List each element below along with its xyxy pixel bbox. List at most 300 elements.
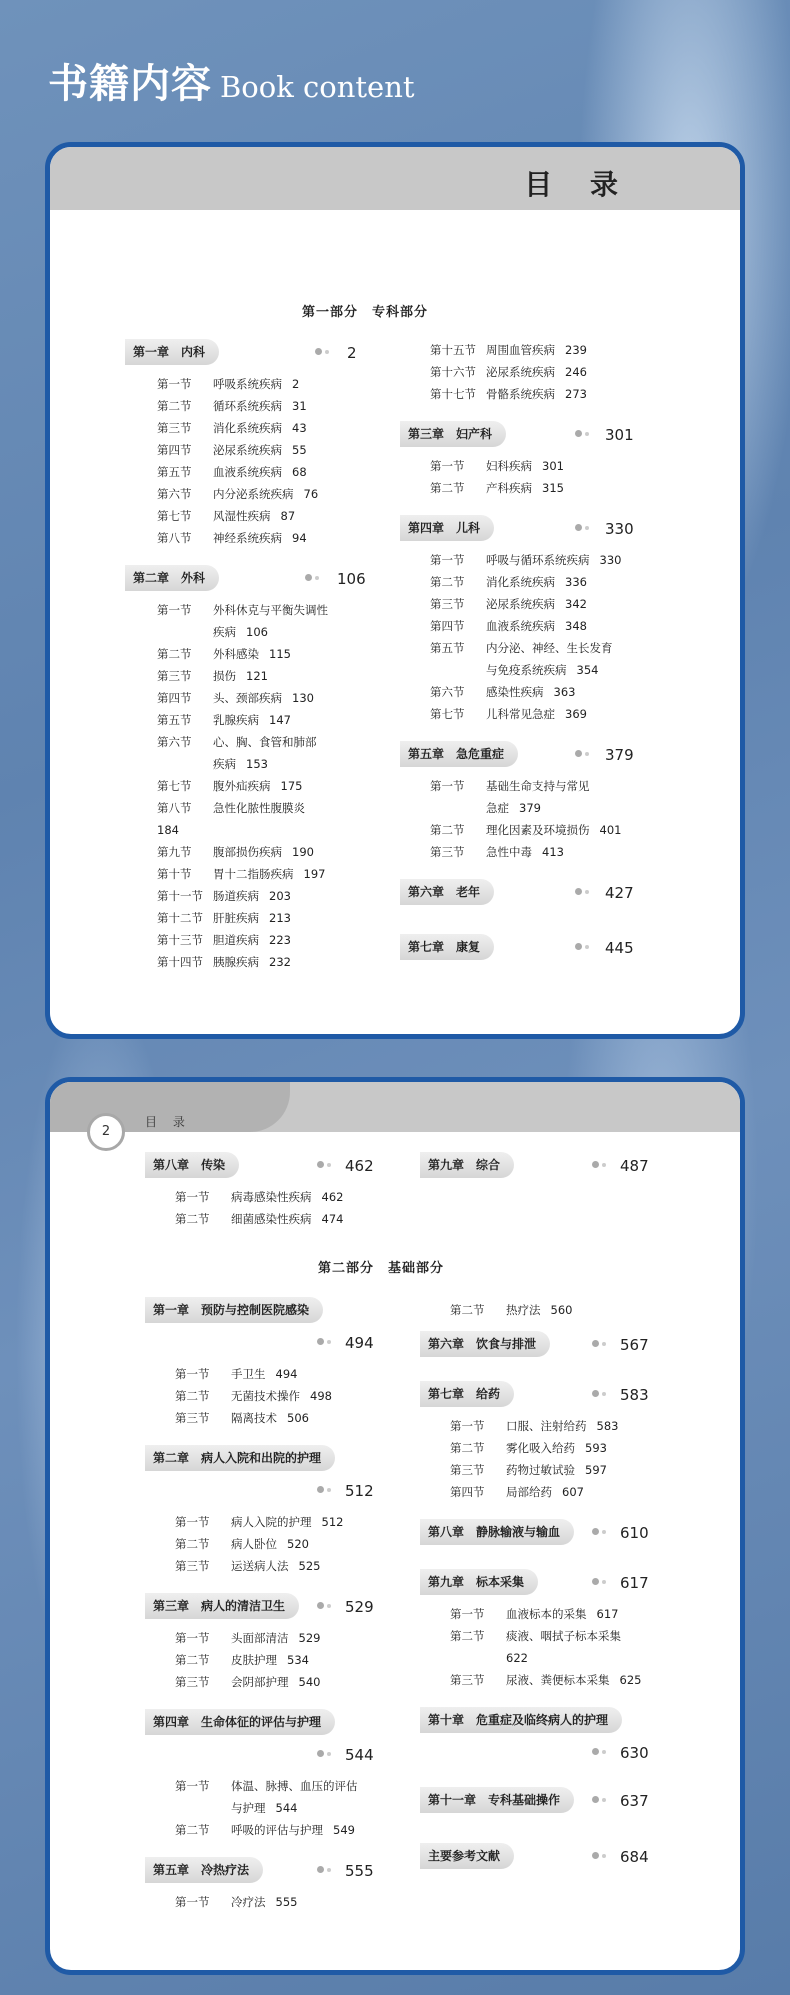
section-number: 第三节 [450, 1463, 485, 1477]
section-title: 感染性疾病 [486, 685, 544, 699]
section-page: 203 [269, 889, 291, 903]
chapter-label: 第三章 病人的清洁卫生 [145, 1593, 299, 1619]
section-row [175, 1775, 395, 1797]
toc-column-left [145, 1297, 395, 1913]
section-row [157, 709, 395, 731]
section-number: 第十四节 [157, 955, 203, 969]
section-title: 细菌感染性疾病 [231, 1212, 312, 1226]
section-number: 第二节 [175, 1389, 210, 1403]
section-title: 头、颈部疾病 [213, 691, 282, 705]
section-page: 529 [298, 1631, 321, 1645]
section-title: 妇科疾病 [486, 459, 532, 473]
section-row [157, 841, 395, 863]
section-number: 第四节 [157, 691, 192, 705]
chapter-heading [420, 1152, 680, 1178]
chapter-heading [400, 515, 710, 541]
section-row [450, 1669, 710, 1691]
section-number: 第十节 [157, 867, 192, 881]
section-title-cont: 疾病 [213, 757, 236, 771]
section-list [145, 1511, 395, 1577]
section-page: 555 [275, 1895, 298, 1909]
section-title: 呼吸系统疾病 [213, 377, 282, 391]
section-number: 第二节 [430, 575, 465, 589]
section-number: 第一节 [175, 1515, 210, 1529]
section-title: 肝脏疾病 [213, 911, 259, 925]
section-number: 第八节 [157, 531, 192, 545]
section-title: 口服、注射给药 [506, 1419, 587, 1433]
chapter-label: 第四章 生命体征的评估与护理 [145, 1709, 335, 1735]
section-number: 第十七节 [430, 387, 476, 401]
section-page: 498 [310, 1389, 332, 1403]
chapter-page: 494 [345, 1334, 374, 1352]
section-page: 540 [298, 1675, 321, 1689]
section-page: 549 [333, 1823, 355, 1837]
section-row-continued [430, 659, 710, 681]
section-page: 597 [585, 1463, 607, 1477]
section-page: 494 [275, 1367, 298, 1381]
section-number: 第一节 [175, 1779, 210, 1793]
section-number: 第二节 [157, 399, 192, 413]
chapter-page: 379 [605, 746, 634, 764]
section-row [450, 1481, 710, 1503]
section-row [450, 1603, 710, 1625]
section-page: 363 [553, 685, 576, 699]
section-row [157, 731, 395, 753]
section-number: 第三节 [157, 421, 192, 435]
section-title: 呼吸与循环系统疾病 [486, 553, 590, 567]
section-row [430, 703, 710, 725]
section-title: 循环系统疾病 [213, 399, 282, 413]
section-title: 血液标本的采集 [506, 1607, 587, 1621]
section-row [430, 383, 710, 405]
toc-panel-2 [45, 1077, 745, 1975]
section-row [430, 549, 710, 571]
references-label: 主要参考文献 [420, 1843, 514, 1869]
section-page: 534 [287, 1653, 309, 1667]
chapter-heading [420, 1569, 710, 1595]
chapter-label: 第六章 老年 [400, 879, 494, 905]
section-page: 94 [292, 531, 307, 545]
toc-column-left [125, 339, 395, 973]
section-title: 痰液、咽拭子标本采集 [506, 1629, 621, 1643]
section-title: 血液系统疾病 [486, 619, 555, 633]
section-row [157, 929, 395, 951]
section-title: 风湿性疾病 [213, 509, 271, 523]
section-row [430, 361, 710, 383]
section-number: 第一节 [450, 1419, 485, 1433]
section-number: 第二节 [430, 481, 465, 495]
section-row [175, 1208, 385, 1230]
section-row [175, 1671, 395, 1693]
chapter-page: 617 [620, 1574, 649, 1592]
section-row-continued [430, 797, 710, 819]
section-page: 593 [585, 1441, 607, 1455]
section-number: 第一节 [430, 459, 465, 473]
section-row [430, 819, 710, 841]
section-row [450, 1437, 710, 1459]
section-title: 尿液、粪便标本采集 [506, 1673, 610, 1687]
chapter-heading [420, 1787, 710, 1813]
section-number: 第三节 [175, 1675, 210, 1689]
section-number: 第二节 [175, 1653, 210, 1667]
section-page: 544 [275, 1801, 298, 1815]
section-list [400, 775, 710, 863]
section-list [145, 1775, 395, 1841]
section-number: 第十一节 [157, 889, 203, 903]
part-title: 第一部分 专科部分 [302, 305, 429, 320]
toc-title: 目 录 [524, 168, 632, 201]
section-number: 第四节 [157, 443, 192, 457]
section-number: 第一节 [175, 1631, 210, 1645]
section-page: 607 [562, 1485, 584, 1499]
chapter-heading [400, 879, 710, 905]
chapter-label: 第四章 儿科 [400, 515, 494, 541]
section-row [430, 775, 710, 797]
section-row [175, 1407, 395, 1429]
section-title: 局部给药 [506, 1485, 552, 1499]
section-list [400, 339, 710, 405]
section-number: 第七节 [430, 707, 465, 721]
section-row-continued [175, 1797, 395, 1819]
section-title: 急性中毒 [486, 845, 532, 859]
section-page: 76 [303, 487, 319, 501]
section-title: 胃十二指肠疾病 [213, 867, 294, 881]
section-number: 第六节 [430, 685, 465, 699]
section-page: 43 [292, 421, 307, 435]
section-title: 泌尿系统疾病 [486, 597, 555, 611]
section-number: 第三节 [430, 597, 465, 611]
section-list [145, 1891, 395, 1913]
section-list [400, 455, 710, 499]
section-row [430, 477, 710, 499]
toc-header-bar [50, 147, 740, 210]
dots-icon [317, 1750, 333, 1758]
section-page: 130 [292, 691, 314, 705]
section-number: 第三节 [157, 669, 192, 683]
section-row [175, 1627, 395, 1649]
section-title-cont: 与免疫系统疾病 [486, 663, 567, 677]
section-number: 第十五节 [430, 343, 476, 357]
chapter-page: 684 [620, 1848, 649, 1866]
part-title: 第二部分 基础部分 [318, 1261, 445, 1276]
section-title: 消化系统疾病 [486, 575, 555, 589]
section-page: 121 [246, 669, 268, 683]
dots-icon [317, 1866, 333, 1874]
section-row [157, 687, 395, 709]
section-title: 急性化脓性腹膜炎 [213, 801, 305, 815]
section-row [450, 1625, 710, 1647]
section-page: 342 [565, 597, 587, 611]
dots-icon [317, 1602, 333, 1610]
dots-icon [592, 1340, 608, 1348]
section-title: 乳腺疾病 [213, 713, 259, 727]
section-row-continued [157, 753, 395, 775]
section-title: 病人入院的护理 [231, 1515, 312, 1529]
dots-icon [315, 348, 331, 356]
section-row [175, 1819, 395, 1841]
chapter-page: 462 [345, 1157, 374, 1175]
section-page: 246 [565, 365, 587, 379]
section-page: 147 [269, 713, 291, 727]
section-row [175, 1511, 395, 1533]
section-page: 583 [596, 1419, 619, 1433]
dots-icon [575, 750, 591, 758]
section-title: 周围血管疾病 [486, 343, 555, 357]
section-number: 第一节 [175, 1367, 210, 1381]
section-row [430, 615, 710, 637]
section-number: 第十三节 [157, 933, 203, 947]
section-page: 106 [246, 625, 268, 639]
section-row [157, 527, 395, 549]
section-title: 儿科常见急症 [486, 707, 555, 721]
section-number: 第二节 [430, 823, 465, 837]
section-title: 病毒感染性疾病 [231, 1190, 312, 1204]
section-page: 197 [303, 867, 326, 881]
dots-icon [575, 943, 591, 951]
section-page: 273 [565, 387, 587, 401]
section-title: 雾化吸入给药 [506, 1441, 575, 1455]
dots-icon [592, 1578, 608, 1586]
section-number: 第六节 [157, 735, 192, 749]
section-number: 第一节 [450, 1607, 485, 1621]
section-row [157, 439, 395, 461]
chapter-label: 第八章 静脉输液与输血 [420, 1519, 574, 1545]
section-list [125, 599, 395, 973]
section-number: 第五节 [157, 713, 192, 727]
section-row [430, 841, 710, 863]
section-row [430, 455, 710, 477]
section-title: 损伤 [213, 669, 236, 683]
section-title: 内分泌系统疾病 [213, 487, 294, 501]
section-page: 115 [269, 647, 291, 661]
section-page: 369 [565, 707, 587, 721]
chapter-heading [400, 934, 710, 960]
section-title-cont: 急症 [486, 801, 509, 815]
chapter-page: 427 [605, 884, 634, 902]
dots-icon [592, 1161, 608, 1169]
section-row [175, 1891, 395, 1913]
section-row [175, 1533, 395, 1555]
chapter-page: 544 [345, 1746, 374, 1764]
section-list [420, 1415, 710, 1503]
section-number: 第二节 [157, 647, 192, 661]
section-page: 55 [292, 443, 307, 457]
section-title: 心、胸、食管和肺部 [213, 735, 317, 749]
chapter-heading [145, 1709, 395, 1767]
section-number: 第七节 [157, 779, 192, 793]
section-row [157, 951, 395, 973]
dots-icon [305, 574, 321, 582]
section-page: 232 [269, 955, 291, 969]
section-page: 525 [298, 1559, 321, 1573]
chapter-page: 529 [345, 1598, 374, 1616]
section-row-continued [450, 1647, 710, 1669]
chapter-page: 512 [345, 1482, 374, 1500]
section-page: 474 [321, 1212, 344, 1226]
section-page: 560 [550, 1303, 573, 1317]
chapter-label: 第三章 妇产科 [400, 421, 506, 447]
section-row [157, 505, 395, 527]
section-title: 冷疗法 [231, 1895, 266, 1909]
chapter-heading [145, 1857, 395, 1883]
section-row [450, 1299, 710, 1321]
chapter-page: 610 [620, 1524, 649, 1542]
section-title: 头面部清洁 [231, 1631, 289, 1645]
section-row-continued [157, 621, 395, 643]
section-row [157, 885, 395, 907]
section-number: 第二节 [450, 1303, 485, 1317]
dots-icon [317, 1486, 333, 1494]
section-number: 第一节 [157, 603, 192, 617]
section-number: 第一节 [175, 1895, 210, 1909]
section-row [175, 1555, 395, 1577]
section-title: 病人卧位 [231, 1537, 277, 1551]
section-page: 175 [280, 779, 303, 793]
section-number: 第十二节 [157, 911, 203, 925]
section-row [430, 339, 710, 361]
section-title: 呼吸的评估与护理 [231, 1823, 323, 1837]
chapter-page: 555 [345, 1862, 374, 1880]
toc-label: 目 录 [145, 1115, 191, 1129]
section-title: 基础生命支持与常见 [486, 779, 590, 793]
section-list [400, 549, 710, 725]
section-page: 617 [596, 1607, 619, 1621]
section-title: 泌尿系统疾病 [486, 365, 555, 379]
section-page: 379 [519, 801, 541, 815]
section-number: 第七节 [157, 509, 192, 523]
section-page: 348 [565, 619, 587, 633]
section-row [157, 907, 395, 929]
section-title-cont: 疾病 [213, 625, 236, 639]
section-page: 190 [292, 845, 314, 859]
section-row [157, 863, 395, 885]
chapter-page: 2 [347, 344, 357, 362]
chapter-heading [145, 1297, 395, 1355]
section-list [420, 1299, 710, 1321]
chapter-page: 106 [337, 570, 366, 588]
chapter-page: 583 [620, 1386, 649, 1404]
chapter-heading [145, 1445, 395, 1503]
section-number: 第二节 [175, 1212, 210, 1226]
section-row [157, 461, 395, 483]
section-row [430, 593, 710, 615]
section-number: 第十六节 [430, 365, 476, 379]
chapter-heading [125, 339, 395, 365]
dots-icon [592, 1852, 608, 1860]
section-page: 239 [565, 343, 587, 357]
section-title: 运送病人法 [231, 1559, 289, 1573]
section-title: 内分泌、神经、生长发育 [486, 641, 613, 655]
chapter-label: 第七章 康复 [400, 934, 494, 960]
section-page: 68 [292, 465, 307, 479]
section-number: 第九节 [157, 845, 192, 859]
section-row [175, 1363, 395, 1385]
section-title: 腹外疝疾病 [213, 779, 271, 793]
chapter-page: 301 [605, 426, 634, 444]
chapter-page: 487 [620, 1157, 649, 1175]
section-title: 产科疾病 [486, 481, 532, 495]
section-page: 336 [565, 575, 587, 589]
dots-icon [592, 1390, 608, 1398]
dots-icon [592, 1528, 608, 1536]
section-number: 第八节 [157, 801, 192, 815]
section-page: 622 [506, 1651, 528, 1665]
section-list [125, 373, 395, 549]
chapter-page: 330 [605, 520, 634, 538]
section-title: 体温、脉搏、血压的评估 [231, 1779, 358, 1793]
section-number: 第三节 [175, 1411, 210, 1425]
page-number-badge: 2 [87, 1113, 125, 1151]
section-list [145, 1627, 395, 1693]
chapter-label: 第五章 急危重症 [400, 741, 518, 767]
section-title: 泌尿系统疾病 [213, 443, 282, 457]
section-title: 皮肤护理 [231, 1653, 277, 1667]
section-number: 第三节 [430, 845, 465, 859]
chapter-label: 第五章 冷热疗法 [145, 1857, 263, 1883]
section-number: 第二节 [175, 1823, 210, 1837]
chapter-page: 630 [620, 1744, 649, 1762]
section-page: 31 [292, 399, 307, 413]
section-number: 第五节 [430, 641, 465, 655]
section-title: 无菌技术操作 [231, 1389, 300, 1403]
section-page: 625 [619, 1673, 642, 1687]
dots-icon [592, 1796, 608, 1804]
section-number: 第一节 [430, 553, 465, 567]
section-row [157, 599, 395, 621]
section-page: 153 [246, 757, 268, 771]
section-row [450, 1415, 710, 1437]
section-number: 第二节 [450, 1629, 485, 1643]
chapter-label: 第二章 病人入院和出院的护理 [145, 1445, 335, 1471]
section-title: 神经系统疾病 [213, 531, 282, 545]
section-number: 第一节 [175, 1190, 210, 1204]
chapter-heading [420, 1331, 710, 1357]
chapter-page: 567 [620, 1336, 649, 1354]
chapter-heading [125, 565, 395, 591]
section-row [157, 483, 395, 505]
section-title: 理化因素及环境损伤 [486, 823, 590, 837]
section-row [157, 373, 395, 395]
chapter-label: 第九章 标本采集 [420, 1569, 538, 1595]
chapter-label: 第二章 外科 [125, 565, 219, 591]
section-number: 第三节 [450, 1673, 485, 1687]
section-page: 354 [576, 663, 599, 677]
section-number: 第一节 [430, 779, 465, 793]
section-list [145, 1363, 395, 1429]
dots-icon [575, 524, 591, 532]
section-number: 第四节 [430, 619, 465, 633]
chapter-heading [420, 1381, 710, 1407]
section-row [175, 1649, 395, 1671]
section-title: 骨骼系统疾病 [486, 387, 555, 401]
header-title-en: Book content [220, 70, 415, 104]
chapter-page: 637 [620, 1792, 649, 1810]
section-title: 腹部损伤疾病 [213, 845, 282, 859]
toc-column-right [420, 1299, 710, 1877]
chapter-label: 第九章 综合 [420, 1152, 514, 1178]
section-number: 第三节 [175, 1559, 210, 1573]
section-row [430, 681, 710, 703]
section-page: 330 [599, 553, 622, 567]
chapter-label: 第一章 内科 [125, 339, 219, 365]
section-row [175, 1385, 395, 1407]
section-title: 隔离技术 [231, 1411, 277, 1425]
chapter-heading [420, 1519, 710, 1545]
section-title-cont: 与护理 [231, 1801, 266, 1815]
section-page: 506 [287, 1411, 309, 1425]
chapter-heading [420, 1707, 710, 1765]
chapter-label: 第十一章 专科基础操作 [420, 1787, 574, 1813]
